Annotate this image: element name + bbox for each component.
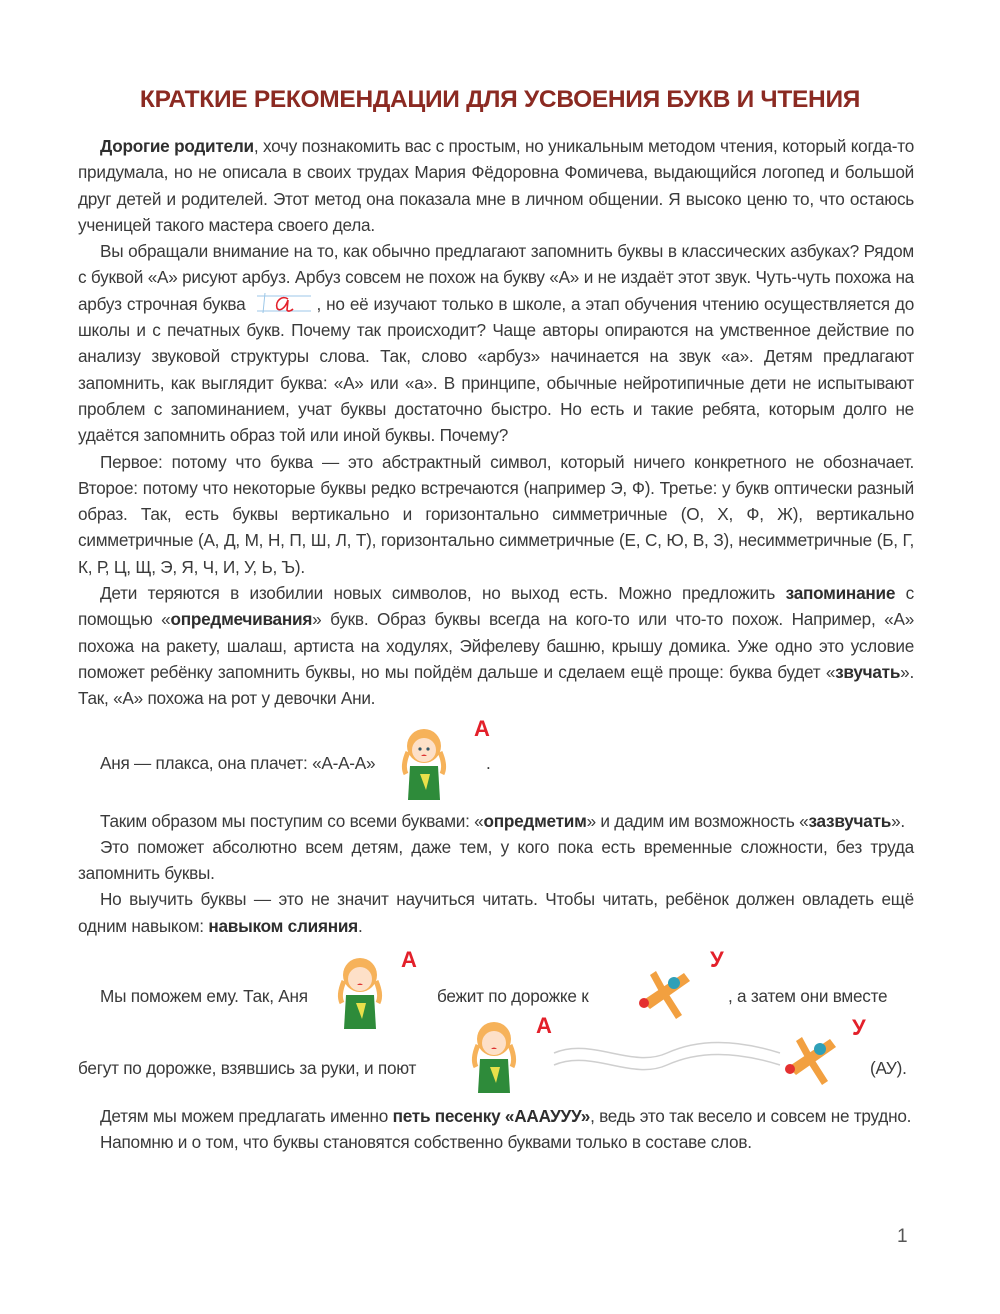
paragraph-sound: Таким образом мы поступим со всеми буквами: «опредметим» и дадим им возможность «зазвучать».	[100, 810, 905, 831]
paragraph-objectify: Дети теряются в изобилии новых символов, но выход есть. Можно предложить запоминание с помощью «опредмечивания» букв. Образ буквы всегда на кого-то или что-то похож. Например, «А» похожа на ракету, шалаш, артиста на ходулях, Эйфелеву башню, крышу домика. Уже одно это условие поможет ребёнку запомнить буквы, но мы пойдём дальше и сделаем ещё проще: буква будет «звучать». Так, «А» похожа на рот у девочки Ани.	[78, 583, 915, 709]
letter-a: А	[474, 715, 490, 741]
airplane-icon	[780, 1019, 850, 1096]
paragraph-intro: Дорогие родители, хочу познакомить вас с простым, но уникальным методом чтения, который когда-то придумала, но не описала в своих трудах Мария Фёдоровна Фомичева, выдающийся логопед и большой друг детей и родителей. Этот метод она показала мне в личном общении. Я высоко ценю то, что остаюсь ученицей такого мастера своего дела.	[78, 136, 915, 235]
example-merging: Мы поможем ему. Так, Аня А бежит по дорожке к У , а затем они вместе бегут по дорожке, взявшись за руки, и поют А У (АУ).	[78, 939, 914, 1091]
page-number: 1	[897, 1226, 908, 1247]
girl-icon	[464, 1015, 534, 1102]
paragraph-alphabet: Вы обращали внимание на то, как обычно предлагают запомнить буквы в классических азбуках? Рядом с буквой «А» рисуют арбуз. Арбуз совсем не похож на букву «А» и не издаёт этот звук. Чуть-чуть похожа на арбуз строчная буква , но её изучают только в школе, а этап обучения чтению осуществляется до школы и с печатных букв. Почему так происходит? Чаще авторы опираются на умственное действие по анализу звуковой структуры слова. Так, слово «арбуз» начинается на звук «а». Детям предлагают запомнить, как выглядит буква: «А» или «а». В принципе, обычные нейротипичные дети не испытывают проблем с запоминанием, учат буквы достаточно быстро. Но есть и такие ребята, которым долго не удаётся запомнить образ той или иной буквы. Почему?	[78, 241, 915, 446]
girl-crying-icon	[394, 722, 464, 802]
page-title: КРАТКИЕ РЕКОМЕНДАЦИИ ДЛЯ УСВОЕНИЯ БУКВ И ЧТЕНИЯ	[139, 86, 861, 113]
paragraph-help: Это поможет абсолютно всем детям, даже тем, у кого пока есть временные сложности, без труда запомнить буквы.	[78, 836, 914, 884]
girl-icon	[330, 951, 400, 1038]
paragraph-reasons: Первое: потому что буква — это абстрактный символ, который ничего конкретного не обозначает. Второе: потому что некоторые буквы редко встречаются (например Э, Ф). Третье: у букв оптически разный образ. Так, есть буквы вертикально и горизонтально симметричные (О, Х, Ф, Ж), вертикально симметричные (А, Д, М, Н, П, Ш, Л, Т), горизонтально симметричные (Е, С, Ю, В, З), несимметричные (Б, Г, К, Р, Ц, Щ, Э, Я, Ч, И, У, Ь, Ъ).	[78, 451, 914, 577]
cursive-a-icon	[255, 291, 313, 315]
paragraph-merging: Но выучить буквы — это не значит научиться читать. Чтобы читать, ребёнок должен овладеть ещё одним навыком: навыком слияния.	[78, 889, 914, 936]
bold-phrase: Дорогие родители	[100, 136, 254, 156]
example-crying-girl: Аня — плакса, она плачет: «А-А-А» А .	[78, 712, 914, 808]
wavy-path-icon	[552, 1039, 782, 1086]
paragraph-words: Напомню и о том, что буквы становятся собственно буквами только в составе слов.	[100, 1132, 752, 1153]
article-body	[78, 133, 914, 1156]
airplane-icon	[634, 953, 704, 1030]
paragraph-song: Детям мы можем предлагать именно петь песенку «АААУУУ», ведь это так весело и совсем не трудно.	[100, 1106, 912, 1127]
